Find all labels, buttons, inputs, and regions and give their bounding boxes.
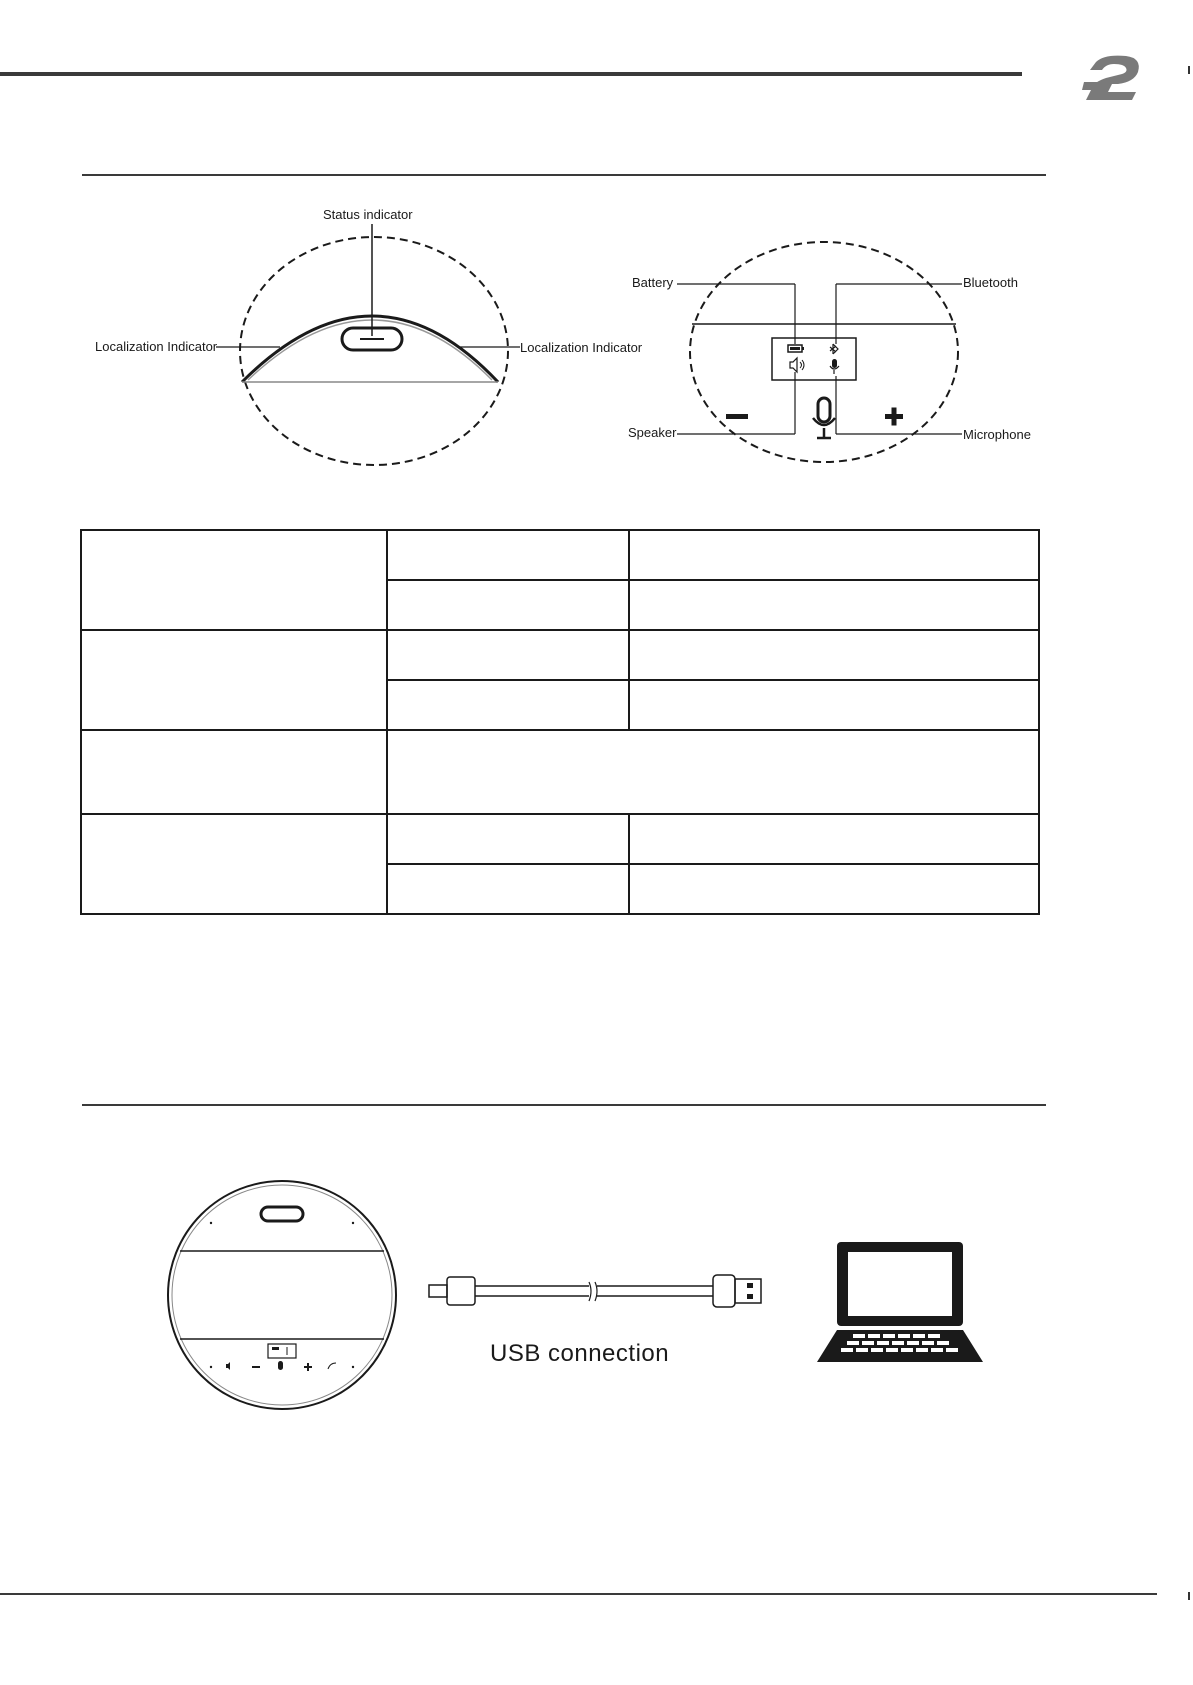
table-cell: [81, 730, 387, 814]
table-cell: [387, 730, 1039, 814]
microphone-label: Microphone: [963, 427, 1031, 442]
table-cell: [81, 530, 387, 630]
corner-mark: [1188, 1592, 1190, 1600]
corner-mark: [1188, 66, 1190, 74]
table-cell: [629, 680, 1039, 730]
table-cell: [387, 530, 629, 580]
status-indicator-label: Status indicator: [323, 207, 413, 222]
bluetooth-label: Bluetooth: [963, 275, 1018, 290]
table-cell: [81, 814, 387, 914]
localization-indicator-right-label: Localization Indicator: [520, 340, 643, 355]
usb-connection-label: USB connection: [490, 1340, 670, 1367]
laptop-icon: [815, 1238, 985, 1368]
speaker-label: Speaker: [628, 425, 677, 440]
spec-table: [80, 529, 1040, 915]
table-cell: [629, 864, 1039, 914]
table-cell: [387, 580, 629, 630]
table-row: [81, 730, 1039, 814]
table-row: [81, 530, 1039, 580]
speakerphone-illustration: [160, 1175, 410, 1415]
table-row: [81, 814, 1039, 864]
localization-indicator-left-label: Localization Indicator: [95, 339, 218, 354]
table-cell: [629, 814, 1039, 864]
table-row: [81, 630, 1039, 680]
usb-cable-illustration: [425, 1265, 775, 1325]
table-cell: [81, 630, 387, 730]
footer-rule: [0, 1593, 1157, 1595]
section-rule-2: [82, 1104, 1046, 1106]
section-rule-1: [82, 174, 1046, 176]
table-cell: [629, 580, 1039, 630]
table-cell: [629, 630, 1039, 680]
table-cell: [387, 680, 629, 730]
table-cell: [629, 530, 1039, 580]
table-cell: [387, 630, 629, 680]
header-rule: [0, 72, 1022, 76]
table-cell: [387, 814, 629, 864]
table-cell: [387, 864, 629, 914]
brand-logo: [1082, 52, 1150, 102]
battery-label: Battery: [632, 275, 674, 290]
